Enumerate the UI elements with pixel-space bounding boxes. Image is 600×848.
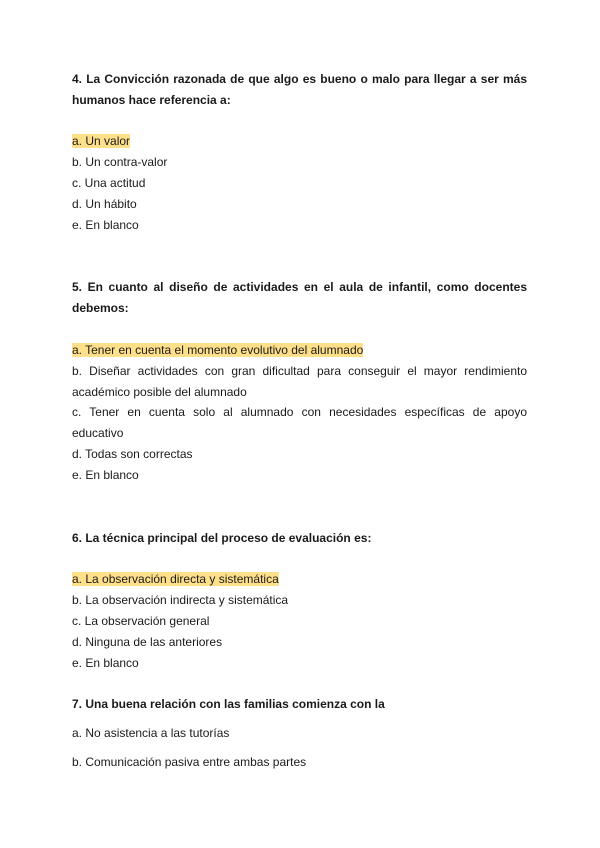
answer-highlight: a. Tener en cuenta el momento evolutivo del alumnado — [72, 343, 364, 357]
question-7-option-a: a. No asistencia a las tutorías — [72, 726, 230, 740]
question-4-option-b: b. Un contra-valor — [72, 155, 168, 169]
question-6-option-b: b. La observación indirecta y sistemática — [72, 593, 289, 607]
question-4-option-e: e. En blanco — [72, 218, 139, 232]
question-5-option-d: d. Todas son correctas — [72, 447, 193, 461]
question-7-option-b: b. Comunicación pasiva entre ambas partes — [72, 755, 307, 769]
question-4-option-d: d. Un hábito — [72, 197, 137, 211]
answer-highlight: a. Un valor — [72, 134, 131, 148]
question-6-option-c: c. La observación general — [72, 614, 210, 628]
question-4-option-a — [72, 131, 527, 152]
question-5-option-b: b. Diseñar actividades con gran dificultad para conseguir el mayor rendimiento académico posible del alumnado — [72, 364, 527, 399]
question-6-option-d: d. Ninguna de las anteriores — [72, 635, 223, 649]
question-6-option-e: e. En blanco — [72, 656, 139, 670]
question-4-option-c: c. Una actitud — [72, 176, 146, 190]
question-7-prompt: 7. Una buena relación con las familias comienza con la — [72, 697, 385, 711]
question-4-prompt: 4. La Convicción razonada de que algo es bueno o malo para llegar a ser más humanos hace referencia a: — [72, 72, 527, 107]
question-5-prompt: 5. En cuanto al diseño de actividades en el aula de infantil, como docentes debemos: — [72, 280, 527, 315]
question-6-option-a — [72, 569, 527, 590]
answer-highlight: a. La observación directa y sistemática — [72, 572, 279, 586]
question-5-option-c: c. Tener en cuenta solo al alumnado con necesidades específicas de apoyo educativo — [72, 405, 527, 440]
question-6-prompt: 6. La técnica principal del proceso de evaluación es: — [72, 531, 372, 545]
question-5-option-a — [72, 340, 527, 361]
question-5-option-e: e. En blanco — [72, 468, 139, 482]
